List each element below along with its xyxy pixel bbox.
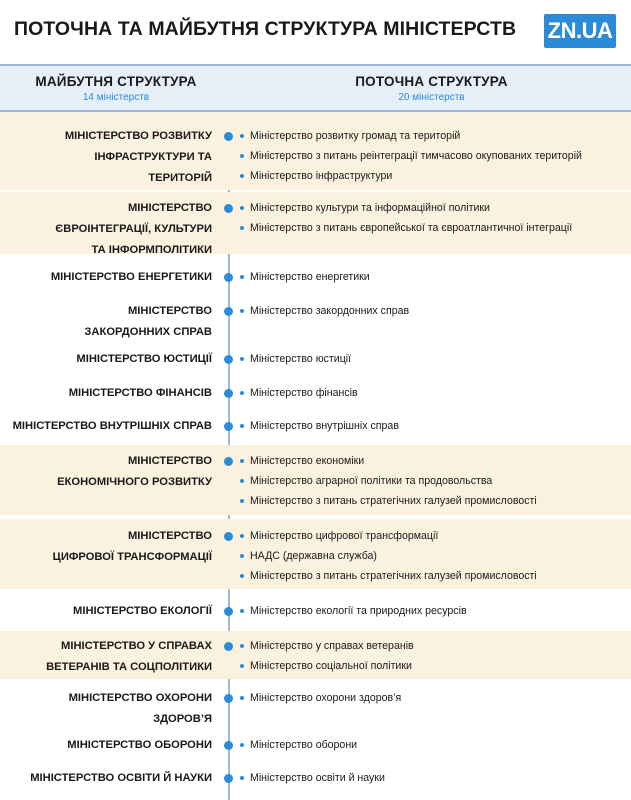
timeline-dot-icon: [224, 389, 233, 398]
current-ministry-item: Міністерство у справах ветеранів: [240, 636, 625, 656]
current-ministries-list: [240, 301, 625, 321]
future-ministry-name: [8, 526, 212, 568]
timeline-dot-icon: [224, 532, 233, 541]
current-ministries-list: [240, 198, 625, 238]
current-ministry-item: Міністерство охорони здоров’я: [240, 688, 625, 708]
timeline-dot-icon: [224, 457, 233, 466]
timeline-dot-icon: [224, 774, 233, 783]
current-ministry-item: Міністерство юстиції: [240, 349, 625, 369]
future-ministry-line: МІНІСТЕРСТВО РОЗВИТКУ: [64, 129, 212, 142]
future-ministry-name: [8, 636, 212, 678]
timeline-dot-icon: [224, 273, 233, 282]
current-ministry-item: Міністерство цифрової трансформації: [240, 526, 625, 546]
future-ministry-line: ІНФРАСТРУКТУРИ ТА: [94, 150, 212, 163]
timeline-dot-icon: [224, 307, 233, 316]
future-ministry-name: [8, 735, 212, 756]
ministry-row: [0, 192, 631, 254]
future-ministry-line: ЗАКОРДОННИХ СПРАВ: [84, 325, 212, 338]
current-ministries-list: [240, 636, 625, 676]
future-ministry-line: МІНІСТЕРСТВО: [127, 201, 212, 214]
ministry-row: [0, 683, 631, 731]
timeline-dot-icon: [224, 741, 233, 750]
current-ministries-list: [240, 451, 625, 511]
current-ministry-item: Міністерство аграрної політики та продовольства: [240, 471, 625, 491]
current-ministry-item: Міністерство розвитку громад та територій: [240, 126, 625, 146]
timeline-dot-icon: [224, 694, 233, 703]
current-ministry-item: Міністерство енергетики: [240, 267, 625, 287]
current-ministry-item: Міністерство інфраструктури: [240, 166, 625, 186]
future-ministry-line: МІНІСТЕРСТВО ЮСТИЦІЇ: [76, 352, 212, 365]
future-ministry-line: ВЕТЕРАНІВ ТА СОЦПОЛІТИКИ: [46, 660, 212, 673]
future-ministry-line: ТА ІНФОРМПОЛІТИКИ: [91, 243, 212, 256]
future-ministry-name: [8, 451, 212, 493]
current-ministries-list: [240, 735, 625, 755]
future-column-count: 14 міністерств: [82, 92, 150, 103]
future-ministry-line: ЕКОНОМІЧНОГО РОЗВИТКУ: [57, 475, 212, 488]
current-ministry-item: Міністерство соціальної політики: [240, 656, 625, 676]
future-ministry-name: [8, 416, 212, 437]
logo-suffix: .UA: [575, 18, 613, 43]
column-header: [0, 64, 631, 112]
future-ministry-name: [8, 768, 212, 789]
future-ministry-line: МІНІСТЕРСТВО ОБОРОНИ: [67, 738, 212, 751]
timeline-dot-icon: [224, 355, 233, 364]
ministry-row: [0, 761, 631, 797]
current-column-title: ПОТОЧНА СТРУКТУРА: [355, 74, 508, 89]
current-ministry-item: Міністерство з питань стратегічних галузей промисловості: [240, 566, 625, 586]
future-ministry-line: ЄВРОІНТЕГРАЦІЇ, КУЛЬТУРИ: [55, 222, 212, 235]
future-ministry-line: МІНІСТЕРСТВО ЕКОЛОГІЇ: [73, 604, 212, 617]
current-ministry-item: Міністерство оборони: [240, 735, 625, 755]
ministry-row: [0, 258, 631, 290]
current-ministries-list: [240, 126, 625, 186]
current-ministries-list: [240, 526, 625, 586]
timeline-dot-icon: [224, 204, 233, 213]
current-ministry-item: Міністерство економіки: [240, 451, 625, 471]
future-ministry-name: [8, 349, 212, 370]
ministry-row: [0, 593, 631, 631]
current-ministry-item: Міністерство з питань європейської та євроатлантичної інтеграції: [240, 218, 625, 238]
timeline-dot-icon: [224, 642, 233, 651]
ministry-row: [0, 378, 631, 410]
current-ministry-item: Міністерство екології та природних ресурсів: [240, 601, 625, 621]
future-ministry-name: [8, 267, 212, 288]
future-ministry-line: МІНІСТЕРСТВО: [127, 529, 212, 542]
timeline-dot-icon: [224, 422, 233, 431]
ministry-row: [0, 294, 631, 342]
future-ministry-line: МІНІСТЕРСТВО: [127, 454, 212, 467]
current-ministries-list: [240, 349, 625, 369]
ministry-row: [0, 631, 631, 679]
ministry-row: [0, 445, 631, 515]
future-ministry-name: [8, 688, 212, 730]
current-ministry-item: Міністерство внутрішніх справ: [240, 416, 625, 436]
current-column-header: [232, 74, 631, 103]
future-ministry-line: МІНІСТЕРСТВО: [127, 304, 212, 317]
future-ministry-line: МІНІСТЕРСТВО ВНУТРІШНІХ СПРАВ: [12, 419, 212, 432]
future-ministry-line: ЦИФРОВОЇ ТРАНСФОРМАЦІЇ: [52, 550, 212, 563]
future-ministry-line: МІНІСТЕРСТВО ЕНЕРГЕТИКИ: [50, 270, 212, 283]
future-ministry-name: [8, 126, 212, 189]
future-ministry-name: [8, 301, 212, 343]
current-ministry-item: Міністерство з питань стратегічних галузей промисловості: [240, 491, 625, 511]
future-ministry-line: МІНІСТЕРСТВО У СПРАВАХ: [61, 639, 212, 652]
current-ministry-item: Міністерство культури та інформаційної політики: [240, 198, 625, 218]
timeline-dot-icon: [224, 132, 233, 141]
current-ministries-list: [240, 768, 625, 788]
ministry-row: [0, 519, 631, 589]
future-column-header: [0, 74, 232, 103]
current-ministry-item: Міністерство закордонних справ: [240, 301, 625, 321]
future-ministry-line: МІНІСТЕРСТВО ОХОРОНИ: [68, 691, 212, 704]
future-ministry-name: [8, 601, 212, 622]
timeline-dot-icon: [224, 607, 233, 616]
future-ministry-line: ЗДОРОВ’Я: [153, 712, 212, 725]
current-column-count: 20 міністерств: [398, 92, 465, 103]
current-ministries-list: [240, 688, 625, 708]
ministry-table: [0, 112, 631, 800]
future-ministry-name: [8, 383, 212, 404]
zn-ua-logo[interactable]: [544, 14, 616, 48]
current-ministries-list: [240, 416, 625, 436]
ministry-row: [0, 346, 631, 378]
current-ministry-item: Міністерство фінансів: [240, 383, 625, 403]
page-title: ПОТОЧНА ТА МАЙБУТНЯ СТРУКТУРА МІНІСТЕРСТВ: [14, 18, 517, 40]
logo-text: ZN: [547, 18, 576, 43]
title-bar: [0, 0, 631, 64]
current-ministries-list: [240, 383, 625, 403]
future-ministry-name: [8, 198, 212, 261]
current-ministry-item: Міністерство освіти й науки: [240, 768, 625, 788]
future-ministry-line: ТЕРИТОРІЙ: [148, 171, 212, 184]
current-ministries-list: [240, 267, 625, 287]
future-ministry-line: МІНІСТЕРСТВО ОСВІТИ Й НАУКИ: [30, 771, 212, 784]
ministry-row: [0, 412, 631, 444]
future-ministry-line: МІНІСТЕРСТВО ФІНАНСІВ: [68, 386, 212, 399]
current-ministry-item: НАДС (державна служба): [240, 546, 625, 566]
future-column-title: МАЙБУТНЯ СТРУКТУРА: [35, 74, 197, 89]
ministry-row: [0, 112, 631, 190]
current-ministries-list: [240, 601, 625, 621]
ministry-row: [0, 731, 631, 761]
current-ministry-item: Міністерство з питань реінтеграції тимчасово окупованих територій: [240, 146, 625, 166]
